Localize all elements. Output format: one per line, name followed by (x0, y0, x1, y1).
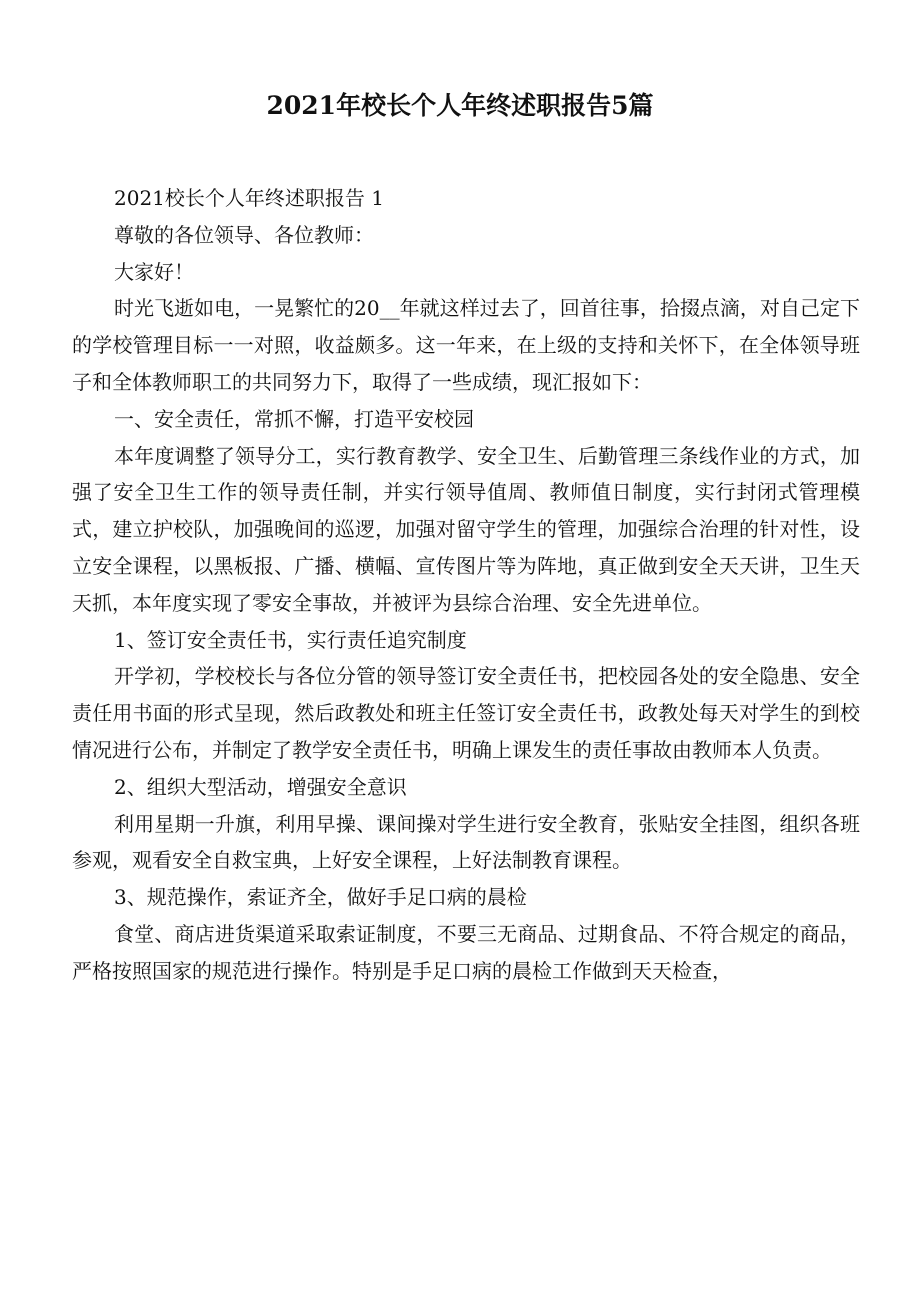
document-body (72, 180, 860, 990)
subsection-heading: 2、组织大型活动，增强安全意识 (114, 774, 407, 799)
subsection-heading: 1、签订安全责任书，实行责任追究制度 (114, 627, 467, 652)
paragraph: 本年度调整了领导分工，实行教育教学、安全卫生、后勤管理三条线作业的方式，加强了安全卫生工作的领导责任制，并实行领导值周、教师值日制度，实行封闭式管理模式，建立护校队，加强晚间的巡逻，加强对留守学生的管理，加强综合治理的针对性，设立安全课程，以黑板报、广播、横幅、宣传图片等为阵地，真正做到安全天天讲，卫生天天抓，本年度实现了零安全事故，并被评为县综合治理、安全先进单位。 (72, 443, 860, 615)
greeting: 大家好！ (114, 259, 194, 284)
paragraph: 时光飞逝如电，一晃繁忙的20__年就这样过去了，回首往事，拾掇点滴，对自己定下的学校管理目标一一对照，收益颇多。这一年来，在上级的支持和关怀下，在全体领导班子和全体教师职工的共同努力下，取得了一些成绩，现汇报如下： (72, 296, 860, 394)
document-title: 2021年校长个人年终述职报告5篇 (266, 91, 654, 120)
paragraph: 食堂、商店进货渠道采取索证制度，不要三无商品、过期食品、不符合规定的商品，严格按照国家的规范进行操作。特别是手足口病的晨检工作做到天天检查， (72, 921, 860, 983)
section-heading: 2021校长个人年终述职报告 1 (114, 186, 384, 210)
section-heading: 一、安全责任，常抓不懈，打造平安校园 (114, 406, 474, 431)
salutation: 尊敬的各位领导、各位教师： (114, 222, 374, 247)
subsection-heading: 3、规范操作，索证齐全，做好手足口病的晨检 (114, 885, 527, 910)
paragraph: 利用星期一升旗，利用早操、课间操对学生进行安全教育，张贴安全挂图，组织各班参观，观看安全自救宝典，上好安全课程，上好法制教育课程。 (72, 811, 860, 873)
paragraph: 开学初，学校校长与各位分管的领导签订安全责任书，把校园各处的安全隐患、安全责任用书面的形式呈现，然后政教处和班主任签订安全责任书，政教处每天对学生的到校情况进行公布，并制定了教学安全责任书，明确上课发生的责任事故由教师本人负责。 (72, 664, 860, 762)
